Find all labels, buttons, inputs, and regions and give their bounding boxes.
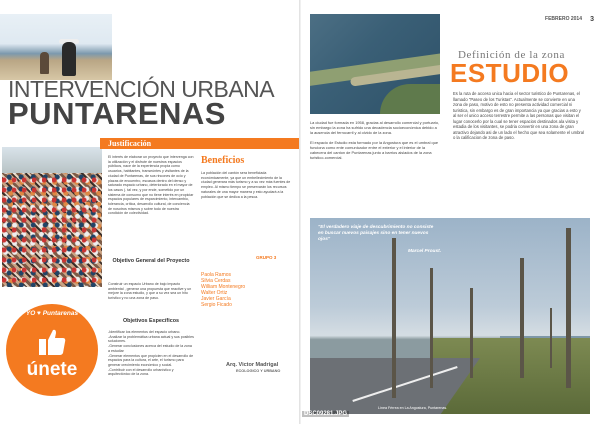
beneficios-text: La población del cantón sera beneficiada económicamente, ya que un embellecimiento de la ciudad generara más turismo y a su vez más fuentes de empleo. Al mismo tiempo se preservarán los recursos naturales de una mayor manera y esto ayudará a la población que se dedica a la pesca. xyxy=(201,171,291,199)
access-route-text: Es la ruta de acceso unica hacia el sector turistico de Puntarenas, el llamado "Paseo de los Turistas". Actualmente se convierte en una zona de paso, motivo de esto no presenta actividad comercial ni turistica, sin embargo es de gran importancia ya que gracias a esto y al ser el unico acceso terrestre permite a las personas que visitan el lugar conocerlo por la cual se tener espacios destinados ala visita y estadia de los visitantes, se podria convertir en una zona de gran atractivo dejando asi de un lado el hecho que sea solamente el umbral o la calificacion de zona de paso. xyxy=(453,91,585,140)
objetivos-especificos-text: -Identificar los elementos del espacio urbano. -Analizar la problemática urbana actual y sus posibles soluciones. -Generar conclusiones acerca del estudio de la zona a estudiar -Generar elementos que propicien en el desarrollo de espacios para la cultura, el arte, el turismo para generar crecimiento económico y social. -Contribuir con el desarrollo urbanístico y arquitectónico de la zona. xyxy=(108,330,194,377)
beneficios-heading: Beneficios xyxy=(201,155,245,166)
author-name: Arq. Victor Madrigal xyxy=(226,362,279,368)
quote-author: Marcel Proust. xyxy=(408,249,442,254)
beach-person-figure xyxy=(62,42,76,76)
objetivo-general-text: Construir un espacio Urbano de bajo impacto ambiental , generar una propuesta que reactive y un mejore la zona estudio, y que a su vez sea un hito turístico y no una zona de paso. xyxy=(108,282,192,301)
group-label: GRUPO 3 xyxy=(256,255,277,260)
title-line-2: PUNTARENAS xyxy=(8,96,226,131)
beach-photo xyxy=(0,14,112,80)
photo-caption: Línea Férrea en La Angostura, Puntarenas. xyxy=(378,406,448,410)
member-name: Sergio Ficado xyxy=(201,302,232,308)
author-role: ECOLOGICO Y URBANO xyxy=(236,369,281,373)
date-label: FEBRERO 2014 xyxy=(545,16,582,22)
right-page xyxy=(300,0,600,424)
member-name: William Montenegro xyxy=(201,284,246,290)
road-photo xyxy=(310,218,590,414)
aerial-photo xyxy=(310,14,440,114)
utility-pole xyxy=(470,288,473,378)
utility-pole xyxy=(520,258,524,378)
thumbs-up-icon xyxy=(36,326,68,358)
logo-top-text: YO ♥ Puntarenas xyxy=(25,310,79,317)
heading-line-1: Definición de la zona xyxy=(458,49,565,61)
page-number-right: 3 xyxy=(590,16,594,23)
members-list xyxy=(201,272,245,308)
unete-logo xyxy=(6,304,98,396)
study-area-paragraph: El espacio de Estudio esta formado por la Angostura que es el umbral que funciona como ente comunicador entre el exterior y el interior de la cabecera del canton de Puntarenas junto a barrios aislados de la zona turistico-comercial. xyxy=(310,140,439,160)
title-line-1: INTERVENCIÓN URBANA xyxy=(8,76,275,102)
history-paragraph: La ciudad fue formada en 1958, gracias al desarrollo comercial y portuario, sin embargo la zona ha sufrido una decadencia socioeconómica debido a la ausencia del ferrocarril y al olvido de la zona. xyxy=(310,120,440,135)
objetivo-general-heading: Objetivo General del Proyecto xyxy=(112,258,190,264)
beach-person-figure xyxy=(40,52,49,74)
aerial-vegetation xyxy=(380,84,440,114)
logo-word: únete xyxy=(26,359,78,380)
heading-line-2: ESTUDIO xyxy=(450,58,570,88)
crowd-photo-sky xyxy=(2,147,102,173)
member-name: Javier García xyxy=(201,296,231,302)
member-name: Silvia Cerdas xyxy=(201,278,231,284)
utility-pole xyxy=(430,268,433,388)
quote-text: "El verdadero viaje de descubrimiento no consiste en buscar nuevos paisajes sino en tener nuevos ojos" xyxy=(318,225,434,242)
objetivos-especificos-heading: Objetivos Específicos xyxy=(122,318,180,324)
photo-file-label: DSC09281.JPG xyxy=(304,411,348,417)
justificacion-text: El interés de elaborar un proyecto que intervenga con la utilización y el disfrute de nuestros espacios públicos, nace de la experiencia propia como usuarios, habitantes, transeúntes y visitantes de la ciudad de Puntarenas, de sus rincones de ocio y plazas de encuentro, escasos dentro del denso y saturado espacio urbano, deteriorado en el mayor de los casos (. tal vez, y por ende, sometido por un sistema de consumo que no tiene interés en propiciar espacios populares de esparcimiento, intercambio, tolerancia, crítica, desarrollo cultural, de conciencia de nosotros mismos y sobre todo de nuestra condición de colectividad. xyxy=(108,155,194,216)
member-name: Paola Ramos xyxy=(201,272,232,278)
history-column xyxy=(310,120,440,160)
justificacion-heading: Justificación xyxy=(100,138,300,149)
utility-pole xyxy=(392,238,396,398)
member-name: Walter Ortiz xyxy=(201,290,228,296)
utility-pole xyxy=(566,228,571,388)
utility-pole xyxy=(550,308,552,368)
